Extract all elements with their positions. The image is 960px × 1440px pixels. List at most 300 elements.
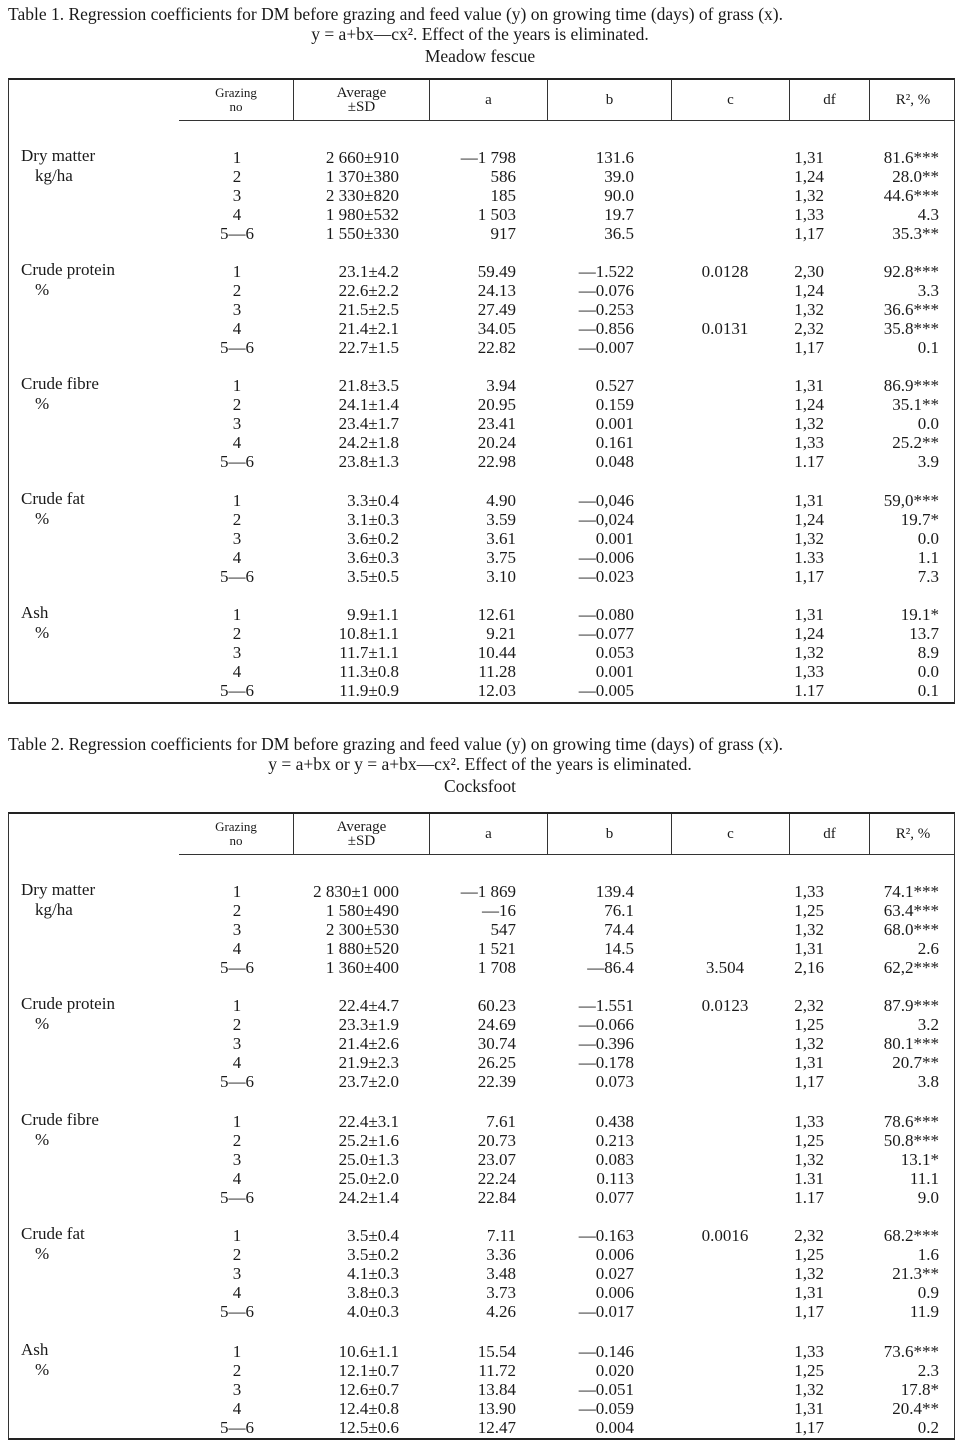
r2-cell: 50.8*** xyxy=(883,1131,939,1151)
average-sd-cell: 3.6±0.3 xyxy=(347,548,399,568)
r2-cell: 17.8* xyxy=(900,1380,939,1400)
average-sd-cell: 1 580±490 xyxy=(325,901,399,921)
b-value-cell: 0.006 xyxy=(595,1283,634,1303)
r2-cell: 2.6 xyxy=(917,939,939,959)
average-sd-cell: 3.1±0.3 xyxy=(347,510,399,530)
table-1-caption-line-2: y = a+bx—cx². Effect of the years is eliminated. xyxy=(311,24,649,44)
df-cell: 1,17 xyxy=(794,567,824,587)
b-value-cell: 76.1 xyxy=(604,901,634,921)
r2-cell: 78.6*** xyxy=(883,1112,939,1131)
r2-cell: 20.7** xyxy=(892,1053,939,1073)
grazing-no-cell: 4 xyxy=(232,662,242,682)
average-sd-cell: 11.7±1.1 xyxy=(339,643,399,663)
grazing-no-cell: 5—6 xyxy=(220,567,254,587)
c-value-cell: 3.504 xyxy=(705,958,745,978)
a-value-cell: 22.82 xyxy=(477,338,516,358)
grazing-no-cell: 3 xyxy=(232,300,242,320)
r2-cell: 3.9 xyxy=(917,452,939,472)
b-value-cell: 0.001 xyxy=(595,529,634,549)
grazing-no-cell: 3 xyxy=(232,414,242,434)
r2-cell: 68.2*** xyxy=(883,1226,939,1245)
average-sd-cell: 24.2±1.8 xyxy=(338,433,399,453)
df-cell: 1,25 xyxy=(794,1245,824,1265)
b-value-cell: 19.7 xyxy=(604,205,634,225)
group-label-name: Crude protein xyxy=(21,260,115,279)
header-df: df xyxy=(789,80,869,120)
group-label-unit: % xyxy=(35,1130,50,1149)
b-value-cell: 0.159 xyxy=(595,395,634,415)
r2-cell: 35.3** xyxy=(892,224,939,244)
df-cell: 2,32 xyxy=(794,319,824,339)
grazing-no-cell: 1 xyxy=(232,491,242,510)
header-df: df xyxy=(789,814,869,854)
a-value-cell: 13.90 xyxy=(477,1399,516,1419)
b-value-cell: —0.076 xyxy=(578,281,634,301)
df-cell: 1,24 xyxy=(794,510,824,530)
r2-cell: 73.6*** xyxy=(883,1342,939,1361)
r2-cell: 0.0 xyxy=(917,414,939,434)
df-cell: 1,31 xyxy=(794,605,824,624)
header-average-sd xyxy=(293,814,429,854)
b-value-cell: —0.163 xyxy=(578,1226,634,1245)
b-value-cell: 14.5 xyxy=(604,939,634,959)
group-label xyxy=(21,146,95,186)
group-label-name: Crude protein xyxy=(21,994,115,1013)
r2-cell: 59,0*** xyxy=(883,491,939,510)
a-value-cell: —16 xyxy=(482,901,516,921)
group-label xyxy=(21,260,115,300)
grazing-no-cell: 1 xyxy=(232,1112,242,1131)
grazing-no-cell: 2 xyxy=(232,167,242,187)
r2-cell: 0.0 xyxy=(917,529,939,549)
table-2-frame xyxy=(8,812,955,1440)
a-value-cell: 22.84 xyxy=(477,1188,516,1208)
grazing-no-cell: 5—6 xyxy=(220,1072,254,1092)
a-value-cell: 185 xyxy=(490,186,516,206)
b-value-cell: 0.438 xyxy=(595,1112,634,1131)
group-label-name: Crude fat xyxy=(21,489,85,508)
header-r2: R², % xyxy=(869,80,956,120)
group-label-name: Ash xyxy=(21,1340,49,1359)
df-cell: 1,32 xyxy=(794,186,824,206)
group-label-unit: % xyxy=(35,280,50,299)
average-sd-cell: 10.6±1.1 xyxy=(338,1342,399,1361)
average-sd-cell: 22.4±4.7 xyxy=(338,996,399,1015)
b-value-cell: 0.527 xyxy=(595,376,634,395)
a-value-cell: 23.07 xyxy=(477,1150,516,1170)
group-label xyxy=(21,489,85,529)
a-value-cell: 15.54 xyxy=(477,1342,516,1361)
header-average-line-1: Average xyxy=(336,85,387,101)
a-value-cell: 3.59 xyxy=(486,510,516,530)
group-label-unit: % xyxy=(35,394,50,413)
group-label xyxy=(21,1110,99,1150)
a-value-cell: 20.95 xyxy=(477,395,516,415)
grazing-no-cell: 3 xyxy=(232,529,242,549)
group-label xyxy=(21,1340,49,1380)
average-sd-cell: 21.4±2.6 xyxy=(338,1034,399,1054)
a-value-cell: 3.61 xyxy=(486,529,516,549)
r2-cell: 3.3 xyxy=(917,281,939,301)
df-cell: 2,16 xyxy=(794,958,824,978)
header-grazing-line-2: no xyxy=(229,99,243,114)
df-cell: 1,32 xyxy=(794,1150,824,1170)
a-value-cell: 59.49 xyxy=(477,262,516,281)
df-cell: 1,17 xyxy=(794,338,824,358)
b-value-cell: 74.4 xyxy=(604,920,634,940)
b-value-cell: —0.007 xyxy=(578,338,634,358)
average-sd-cell: 3.5±0.5 xyxy=(347,567,399,587)
c-value-cell: 0.0123 xyxy=(701,996,749,1015)
grazing-no-cell: 5—6 xyxy=(220,1418,254,1438)
a-value-cell: 24.13 xyxy=(477,281,516,301)
average-sd-cell: 11.3±0.8 xyxy=(339,662,399,682)
group-label-name: Ash xyxy=(21,603,49,622)
b-value-cell: —0.146 xyxy=(578,1342,634,1361)
header-average-line-1: Average xyxy=(336,819,387,835)
a-value-cell: 10.44 xyxy=(477,643,516,663)
table-2-header xyxy=(179,814,954,855)
average-sd-cell: 4.1±0.3 xyxy=(347,1264,399,1284)
group-label-unit: % xyxy=(35,1244,50,1263)
r2-cell: 0.2 xyxy=(917,1418,939,1438)
grazing-no-cell: 4 xyxy=(232,319,242,339)
r2-cell: 4.3 xyxy=(917,205,939,225)
grazing-no-cell: 5—6 xyxy=(220,958,254,978)
df-cell: 1.31 xyxy=(794,1169,824,1189)
b-value-cell: —1.551 xyxy=(578,996,634,1015)
average-sd-cell: 23.1±4.2 xyxy=(338,262,399,281)
grazing-no-cell: 3 xyxy=(232,1264,242,1284)
b-value-cell: —0.059 xyxy=(578,1399,634,1419)
average-sd-cell: 11.9±0.9 xyxy=(339,681,399,701)
grazing-no-cell: 5—6 xyxy=(220,1188,254,1208)
df-cell: 1,25 xyxy=(794,1131,824,1151)
r2-cell: 28.0** xyxy=(892,167,939,187)
a-value-cell: 3.94 xyxy=(486,376,516,395)
b-value-cell: —0.856 xyxy=(578,319,634,339)
r2-cell: 1.6 xyxy=(917,1245,939,1265)
df-cell: 1,31 xyxy=(794,1399,824,1419)
average-sd-cell: 10.8±1.1 xyxy=(338,624,399,644)
df-cell: 1,33 xyxy=(794,1342,824,1361)
r2-cell: 36.6*** xyxy=(883,300,939,320)
b-value-cell: 39.0 xyxy=(604,167,634,187)
r2-cell: 8.9 xyxy=(917,643,939,663)
r2-cell: 3.2 xyxy=(917,1015,939,1035)
df-cell: 1,17 xyxy=(794,224,824,244)
df-cell: 1,33 xyxy=(794,882,824,901)
average-sd-cell: 1 360±400 xyxy=(325,958,399,978)
b-value-cell: 0.161 xyxy=(595,433,634,453)
a-value-cell: 12.47 xyxy=(477,1418,516,1438)
b-value-cell: 0.020 xyxy=(595,1361,634,1381)
b-value-cell: —0.253 xyxy=(578,300,634,320)
b-value-cell: —0,024 xyxy=(578,510,634,530)
df-cell: 1,17 xyxy=(794,1072,824,1092)
r2-cell: 81.6*** xyxy=(883,148,939,167)
table-2-caption-line-2: y = a+bx or y = a+bx—cx². Effect of the years is eliminated. xyxy=(268,754,692,774)
df-cell: 1,32 xyxy=(794,643,824,663)
header-average-line-2: ±SD xyxy=(347,833,376,849)
grazing-no-cell: 2 xyxy=(232,901,242,921)
average-sd-cell: 3.5±0.2 xyxy=(347,1245,399,1265)
grazing-no-cell: 4 xyxy=(232,433,242,453)
grazing-no-cell: 4 xyxy=(232,1169,242,1189)
average-sd-cell: 24.1±1.4 xyxy=(338,395,399,415)
a-value-cell: 22.39 xyxy=(477,1072,516,1092)
c-value-cell: 0.0016 xyxy=(701,1226,749,1245)
average-sd-cell: 24.2±1.4 xyxy=(338,1188,399,1208)
average-sd-cell: 25.0±1.3 xyxy=(338,1150,399,1170)
table-2-species: Cocksfoot xyxy=(444,776,516,796)
b-value-cell: 0.053 xyxy=(595,643,634,663)
df-cell: 1,32 xyxy=(794,529,824,549)
header-a: a xyxy=(429,814,547,854)
a-value-cell: 9.21 xyxy=(486,624,516,644)
a-value-cell: 24.69 xyxy=(477,1015,516,1035)
group-label-name: Dry matter xyxy=(21,880,96,899)
b-value-cell: —0.023 xyxy=(578,567,634,587)
header-c: c xyxy=(671,814,789,854)
b-value-cell: 131.6 xyxy=(595,148,634,167)
r2-cell: 25.2** xyxy=(892,433,939,453)
average-sd-cell: 22.4±3.1 xyxy=(338,1112,399,1131)
group-label-unit: % xyxy=(35,1360,50,1379)
average-sd-cell: 1 880±520 xyxy=(325,939,399,959)
average-sd-cell: 1 550±330 xyxy=(325,224,399,244)
grazing-no-cell: 4 xyxy=(232,1399,242,1419)
df-cell: 1,31 xyxy=(794,1283,824,1303)
grazing-no-cell: 3 xyxy=(232,643,242,663)
grazing-no-cell: 2 xyxy=(232,395,242,415)
a-value-cell: 12.03 xyxy=(477,681,516,701)
a-value-cell: 3.73 xyxy=(486,1283,516,1303)
df-cell: 1.17 xyxy=(794,452,824,472)
b-value-cell: —0.178 xyxy=(578,1053,634,1073)
b-value-cell: 0.006 xyxy=(595,1245,634,1265)
average-sd-cell: 9.9±1.1 xyxy=(347,605,399,624)
r2-cell: 7.3 xyxy=(917,567,939,587)
a-value-cell: 23.41 xyxy=(477,414,516,434)
b-value-cell: 0.001 xyxy=(595,662,634,682)
grazing-no-cell: 3 xyxy=(232,1150,242,1170)
df-cell: 1,24 xyxy=(794,395,824,415)
grazing-no-cell: 1 xyxy=(232,1342,242,1361)
group-label-name: Crude fat xyxy=(21,1224,85,1243)
grazing-no-cell: 2 xyxy=(232,510,242,530)
average-sd-cell: 2 330±820 xyxy=(325,186,399,206)
df-cell: 1,31 xyxy=(794,491,824,510)
a-value-cell: 13.84 xyxy=(477,1380,516,1400)
df-cell: 1,33 xyxy=(794,205,824,225)
average-sd-cell: 23.3±1.9 xyxy=(338,1015,399,1035)
r2-cell: 80.1*** xyxy=(883,1034,939,1054)
average-sd-cell: 21.9±2.3 xyxy=(338,1053,399,1073)
df-cell: 1,24 xyxy=(794,624,824,644)
table-1-caption-line-1: Table 1. Regression coefficients for DM before grazing and feed value (y) on growing time (days) of grass (x). xyxy=(8,4,783,24)
r2-cell: 35.1** xyxy=(892,395,939,415)
b-value-cell: 0.004 xyxy=(595,1418,634,1438)
df-cell: 1,32 xyxy=(794,414,824,434)
average-sd-cell: 21.5±2.5 xyxy=(338,300,399,320)
b-value-cell: 0.113 xyxy=(596,1169,634,1189)
a-value-cell: 917 xyxy=(490,224,516,244)
average-sd-cell: 1 370±380 xyxy=(325,167,399,187)
average-sd-cell: 4.0±0.3 xyxy=(347,1302,399,1322)
r2-cell: 9.0 xyxy=(917,1188,939,1208)
b-value-cell: —0,046 xyxy=(578,491,634,510)
grazing-no-cell: 5—6 xyxy=(220,681,254,701)
r2-cell: 19.1* xyxy=(900,605,939,624)
b-value-cell: 0.001 xyxy=(595,414,634,434)
a-value-cell: 586 xyxy=(490,167,516,187)
grazing-no-cell: 5—6 xyxy=(220,1302,254,1322)
b-value-cell: —0.051 xyxy=(578,1380,634,1400)
grazing-no-cell: 2 xyxy=(232,281,242,301)
a-value-cell: 1 503 xyxy=(477,205,516,225)
a-value-cell: 4.90 xyxy=(486,491,516,510)
r2-cell: 13.7 xyxy=(909,624,939,644)
df-cell: 1,31 xyxy=(794,939,824,959)
average-sd-cell: 3.8±0.3 xyxy=(347,1283,399,1303)
a-value-cell: 7.61 xyxy=(486,1112,516,1131)
header-b: b xyxy=(547,814,671,854)
df-cell: 2,32 xyxy=(794,996,824,1015)
group-label-unit: % xyxy=(35,623,50,642)
grazing-no-cell: 3 xyxy=(232,1380,242,1400)
grazing-no-cell: 5—6 xyxy=(220,338,254,358)
r2-cell: 2.3 xyxy=(917,1361,939,1381)
grazing-no-cell: 1 xyxy=(232,262,242,281)
b-value-cell: 36.5 xyxy=(604,224,634,244)
a-value-cell: 1 521 xyxy=(477,939,516,959)
a-value-cell: 60.23 xyxy=(477,996,516,1015)
df-cell: 1,32 xyxy=(794,920,824,940)
b-value-cell: —0.005 xyxy=(578,681,634,701)
r2-cell: 86.9*** xyxy=(883,376,939,395)
df-cell: 1.17 xyxy=(794,681,824,701)
group-label-unit: kg/ha xyxy=(35,900,73,919)
average-sd-cell: 12.4±0.8 xyxy=(338,1399,399,1419)
average-sd-cell: 25.2±1.6 xyxy=(338,1131,399,1151)
grazing-no-cell: 5—6 xyxy=(220,224,254,244)
df-cell: 1,32 xyxy=(794,1264,824,1284)
r2-cell: 74.1*** xyxy=(883,882,939,901)
r2-cell: 21.3** xyxy=(892,1264,939,1284)
a-value-cell: 11.28 xyxy=(478,662,516,682)
grazing-no-cell: 3 xyxy=(232,1034,242,1054)
df-cell: 1,33 xyxy=(794,433,824,453)
b-value-cell: —0.396 xyxy=(578,1034,634,1054)
grazing-no-cell: 2 xyxy=(232,624,242,644)
a-value-cell: —1 798 xyxy=(460,148,516,167)
average-sd-cell: 23.7±2.0 xyxy=(338,1072,399,1092)
average-sd-cell: 2 300±530 xyxy=(325,920,399,940)
r2-cell: 35.8*** xyxy=(883,319,939,339)
average-sd-cell: 12.1±0.7 xyxy=(338,1361,399,1381)
b-value-cell: —0.006 xyxy=(578,548,634,568)
header-grazing-line-1: Grazing xyxy=(215,819,257,834)
a-value-cell: 20.73 xyxy=(477,1131,516,1151)
grazing-no-cell: 1 xyxy=(232,996,242,1015)
average-sd-cell: 25.0±2.0 xyxy=(338,1169,399,1189)
average-sd-cell: 12.5±0.6 xyxy=(338,1418,399,1438)
header-c: c xyxy=(671,80,789,120)
grazing-no-cell: 1 xyxy=(232,605,242,624)
average-sd-cell: 2 830±1 000 xyxy=(313,882,399,901)
group-label-name: Crude fibre xyxy=(21,1110,99,1129)
r2-cell: 0.0 xyxy=(917,662,939,682)
b-value-cell: 139.4 xyxy=(595,882,634,901)
a-value-cell: 4.26 xyxy=(486,1302,516,1322)
a-value-cell: 3.75 xyxy=(486,548,516,568)
grazing-no-cell: 1 xyxy=(232,376,242,395)
r2-cell: 87.9*** xyxy=(883,996,939,1015)
df-cell: 1,24 xyxy=(794,167,824,187)
a-value-cell: 11.72 xyxy=(478,1361,516,1381)
grazing-no-cell: 4 xyxy=(232,939,242,959)
r2-cell: 44.6*** xyxy=(883,186,939,206)
table-1 xyxy=(0,0,960,701)
group-label-name: Dry matter xyxy=(21,146,96,165)
average-sd-cell: 3.6±0.2 xyxy=(347,529,399,549)
grazing-no-cell: 4 xyxy=(232,205,242,225)
header-r2: R², % xyxy=(869,814,956,854)
df-cell: 1,31 xyxy=(794,1053,824,1073)
header-grazing-line-2: no xyxy=(229,833,243,848)
df-cell: 1,17 xyxy=(794,1418,824,1438)
average-sd-cell: 22.6±2.2 xyxy=(338,281,399,301)
r2-cell: 1.1 xyxy=(917,548,939,568)
df-cell: 1,25 xyxy=(794,1015,824,1035)
b-value-cell: 0.077 xyxy=(595,1188,634,1208)
grazing-no-cell: 4 xyxy=(232,1053,242,1073)
r2-cell: 0.1 xyxy=(917,338,939,358)
b-value-cell: —0.077 xyxy=(578,624,634,644)
a-value-cell: 34.05 xyxy=(477,319,516,339)
grazing-no-cell: 2 xyxy=(232,1361,242,1381)
r2-cell: 92.8*** xyxy=(883,262,939,281)
df-cell: 1,32 xyxy=(794,300,824,320)
r2-cell: 0.1 xyxy=(917,681,939,701)
r2-cell: 11.9 xyxy=(909,1302,939,1322)
average-sd-cell: 12.6±0.7 xyxy=(338,1380,399,1400)
table-1-frame xyxy=(8,78,955,704)
grazing-no-cell: 1 xyxy=(232,1226,242,1245)
df-cell: 1,33 xyxy=(794,1112,824,1131)
r2-cell: 19.7* xyxy=(900,510,939,530)
df-cell: 1,31 xyxy=(794,148,824,167)
b-value-cell: —1.522 xyxy=(578,262,634,281)
b-value-cell: —0.080 xyxy=(578,605,634,624)
group-label xyxy=(21,1224,85,1264)
average-sd-cell: 23.4±1.7 xyxy=(338,414,399,434)
header-average-sd xyxy=(293,80,429,120)
average-sd-cell: 3.5±0.4 xyxy=(347,1226,399,1245)
average-sd-cell: 21.4±2.1 xyxy=(338,319,399,339)
header-grazing-line-1: Grazing xyxy=(215,85,257,100)
group-label xyxy=(21,374,99,414)
a-value-cell: 7.11 xyxy=(486,1226,516,1245)
df-cell: 1,33 xyxy=(794,662,824,682)
df-cell: 2,30 xyxy=(794,262,824,281)
df-cell: 1,32 xyxy=(794,1380,824,1400)
c-value-cell: 0.0131 xyxy=(701,319,749,339)
group-label-unit: % xyxy=(35,509,50,528)
grazing-no-cell: 1 xyxy=(232,882,242,901)
grazing-no-cell: 2 xyxy=(232,1131,242,1151)
